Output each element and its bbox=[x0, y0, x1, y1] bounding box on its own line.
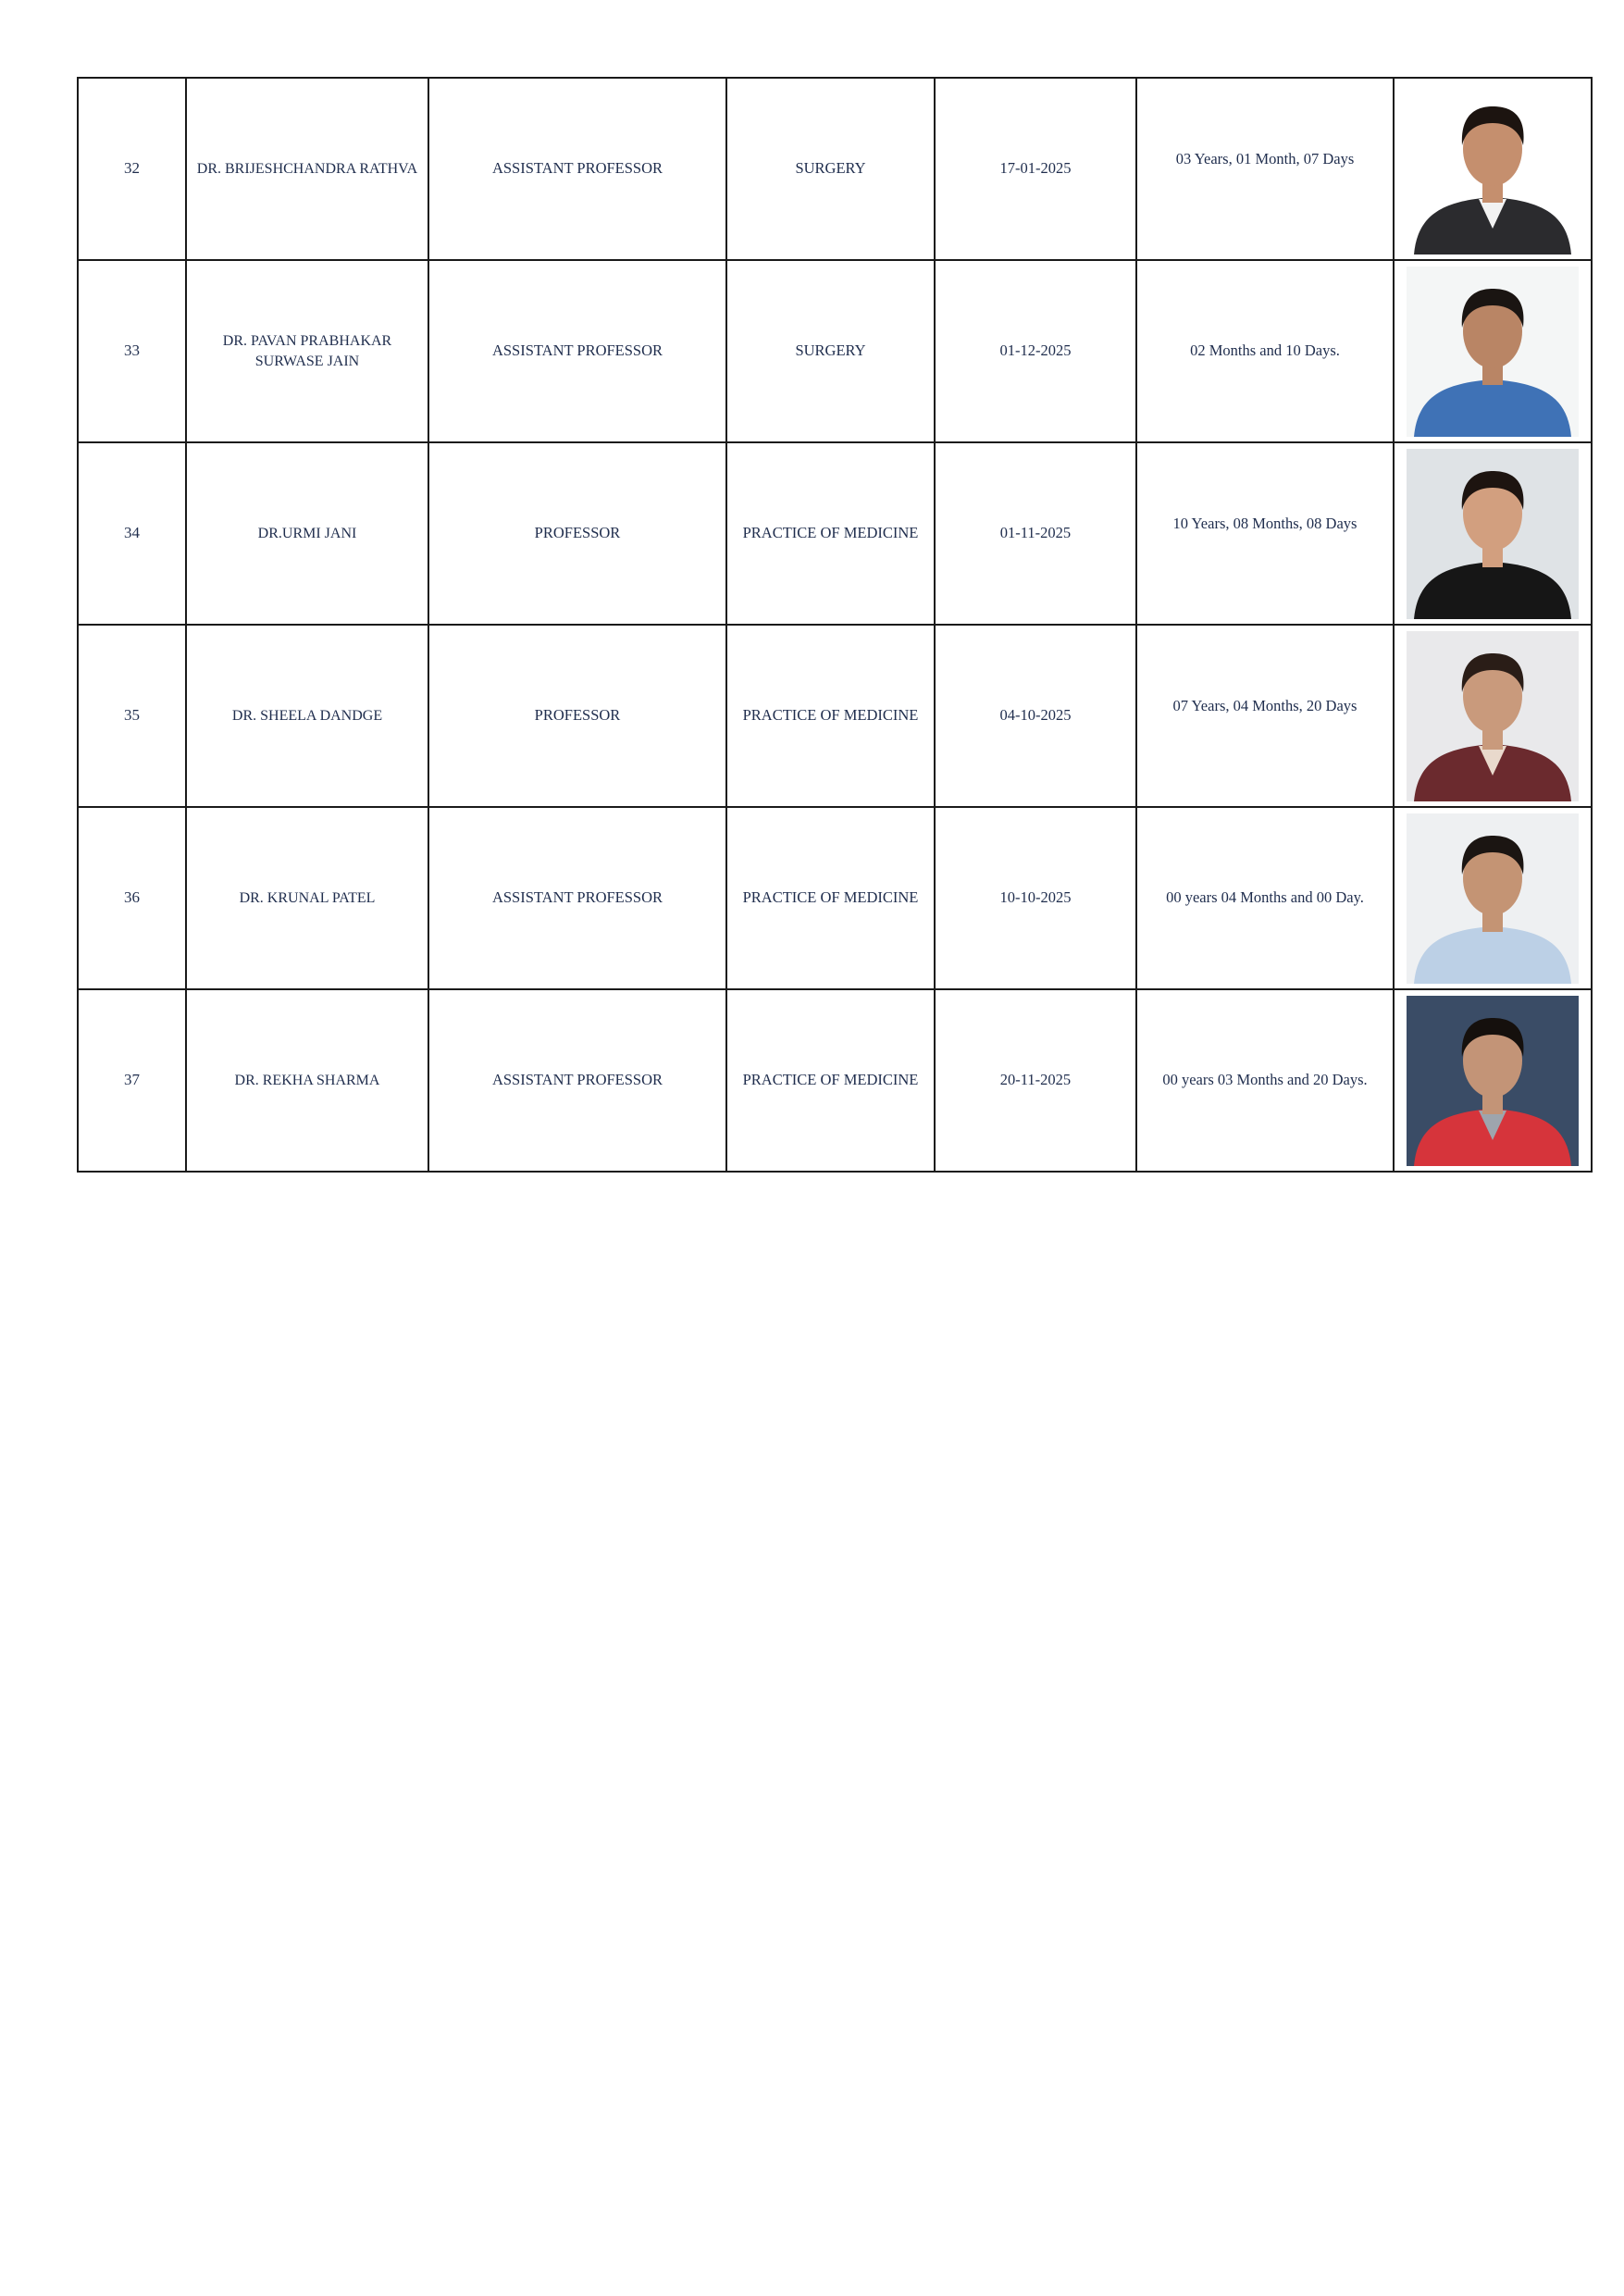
designation: ASSISTANT PROFESSOR bbox=[428, 807, 726, 989]
portrait-man-blue-scrubs bbox=[1407, 267, 1579, 437]
table-row bbox=[78, 625, 1592, 807]
table-row bbox=[78, 78, 1592, 260]
faculty-name: DR. REKHA SHARMA bbox=[186, 989, 428, 1172]
serial-number: 36 bbox=[78, 807, 186, 989]
portrait-man-light-blue-shirt bbox=[1407, 813, 1579, 984]
designation: PROFESSOR bbox=[428, 625, 726, 807]
portrait-man-dark-suit bbox=[1407, 84, 1579, 254]
table-row bbox=[78, 442, 1592, 625]
joining-date: 20-11-2025 bbox=[935, 989, 1136, 1172]
faculty-photo bbox=[1407, 84, 1579, 254]
serial-number: 33 bbox=[78, 260, 186, 442]
designation: PROFESSOR bbox=[428, 442, 726, 625]
designation: ASSISTANT PROFESSOR bbox=[428, 260, 726, 442]
experience: 07 Years, 04 Months, 20 Days bbox=[1172, 697, 1357, 715]
experience: 00 years 03 Months and 20 Days. bbox=[1162, 1071, 1368, 1089]
photo-cell bbox=[1394, 625, 1592, 807]
faculty-name: DR.URMI JANI bbox=[186, 442, 428, 625]
experience-cell bbox=[1136, 625, 1394, 807]
department: PRACTICE OF MEDICINE bbox=[726, 625, 935, 807]
experience-cell bbox=[1136, 260, 1394, 442]
experience-cell bbox=[1136, 807, 1394, 989]
joining-date: 01-12-2025 bbox=[935, 260, 1136, 442]
experience: 10 Years, 08 Months, 08 Days bbox=[1172, 515, 1357, 533]
department: PRACTICE OF MEDICINE bbox=[726, 442, 935, 625]
experience-cell bbox=[1136, 442, 1394, 625]
table-row bbox=[78, 260, 1592, 442]
serial-number: 34 bbox=[78, 442, 186, 625]
experience-cell bbox=[1136, 989, 1394, 1172]
photo-cell bbox=[1394, 78, 1592, 260]
joining-date: 10-10-2025 bbox=[935, 807, 1136, 989]
faculty-name: DR. BRIJESHCHANDRA RATHVA bbox=[186, 78, 428, 260]
photo-cell bbox=[1394, 807, 1592, 989]
photo-cell bbox=[1394, 442, 1592, 625]
faculty-photo bbox=[1407, 631, 1579, 801]
portrait-woman-red-jacket bbox=[1407, 996, 1579, 1166]
faculty-table bbox=[77, 77, 1593, 1173]
faculty-table-body bbox=[78, 78, 1592, 1172]
photo-cell bbox=[1394, 989, 1592, 1172]
serial-number: 32 bbox=[78, 78, 186, 260]
faculty-name: DR. KRUNAL PATEL bbox=[186, 807, 428, 989]
department: SURGERY bbox=[726, 260, 935, 442]
experience: 03 Years, 01 Month, 07 Days bbox=[1175, 150, 1355, 168]
portrait-woman-maroon-blazer bbox=[1407, 631, 1579, 801]
experience: 00 years 04 Months and 00 Day. bbox=[1166, 888, 1364, 907]
experience-cell bbox=[1136, 78, 1394, 260]
faculty-photo bbox=[1407, 813, 1579, 984]
faculty-name: DR. PAVAN PRABHAKAR SURWASE JAIN bbox=[186, 260, 428, 442]
faculty-name: DR. SHEELA DANDGE bbox=[186, 625, 428, 807]
department: PRACTICE OF MEDICINE bbox=[726, 989, 935, 1172]
joining-date: 04-10-2025 bbox=[935, 625, 1136, 807]
faculty-photo bbox=[1407, 449, 1579, 619]
department: SURGERY bbox=[726, 78, 935, 260]
designation: ASSISTANT PROFESSOR bbox=[428, 989, 726, 1172]
portrait-woman-black-top bbox=[1407, 449, 1579, 619]
table-row bbox=[78, 989, 1592, 1172]
photo-cell bbox=[1394, 260, 1592, 442]
serial-number: 35 bbox=[78, 625, 186, 807]
department: PRACTICE OF MEDICINE bbox=[726, 807, 935, 989]
designation: ASSISTANT PROFESSOR bbox=[428, 78, 726, 260]
table-row bbox=[78, 807, 1592, 989]
joining-date: 01-11-2025 bbox=[935, 442, 1136, 625]
faculty-photo bbox=[1407, 996, 1579, 1166]
serial-number: 37 bbox=[78, 989, 186, 1172]
faculty-photo bbox=[1407, 267, 1579, 437]
experience: 02 Months and 10 Days. bbox=[1190, 341, 1340, 360]
joining-date: 17-01-2025 bbox=[935, 78, 1136, 260]
